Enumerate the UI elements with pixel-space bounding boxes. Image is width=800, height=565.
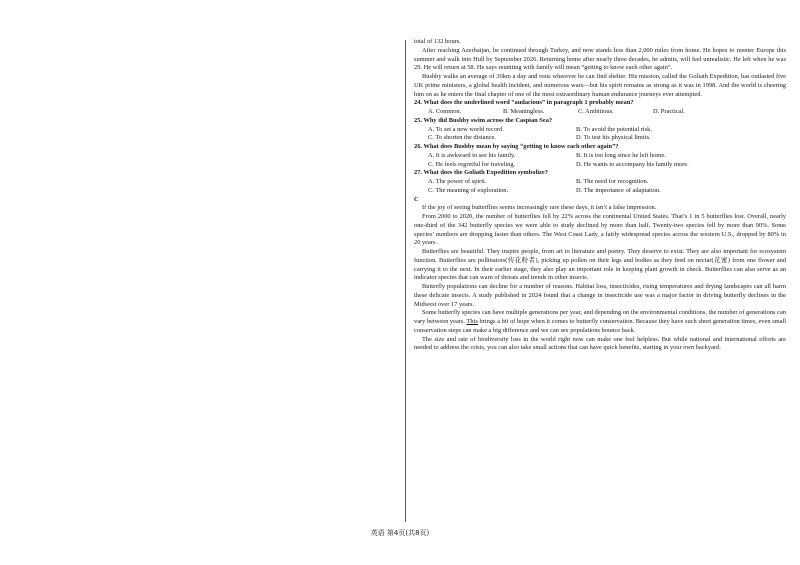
passage-c-paragraph: Butterfly populations can decline for a number of reasons. Habitat loss, insecticides, rising temperatures and drying landscapes can all harm these delicate insects. A study published in 2024 found that a change in insecticide use was a major factor in driving butterfly declines in the Midwest over 17 years. [414, 283, 786, 308]
question-24-stem: 24. What does the underlined word “audacious” in paragraph 1 probably mean? [414, 99, 634, 107]
paragraph-text: Some butterfly species can have multiple generations per year, and depending on the environmental conditions, the number of generations can vary between years. [414, 309, 786, 325]
option-a: A. The power of spirit. [428, 178, 487, 185]
paragraph-text: brings a bit of hope when it comes to butterfly conservation. Because they have such short generation times, even small conservation steps can make a big difference and we can see populations bounce back. [414, 318, 786, 334]
question-26-options [414, 152, 786, 170]
option-b: B. The need for recognition. [576, 178, 649, 185]
option-c: C. The meaning of exploration. [428, 186, 509, 194]
option-d: D. He wants to accompany his family more. [576, 160, 689, 168]
option-c: C. He feels regretful for traveling. [428, 160, 516, 168]
exam-page [414, 38, 786, 353]
passage-c-paragraph: The size and rate of biodiversity loss in the world right now can make one feel helpless. But while national and international efforts are needed to address the crisis, you can also take small actions that can have quick benefits, starting in your own backyard. [414, 335, 786, 352]
option-d: D. To test his physical limits. [576, 134, 651, 142]
passage-c-paragraph: Butterflies are beautiful. They inspire people, from art to literature and poetry. They deserve to exist. They are also important for ecosystem function. Butterflies are pollinators(传花粉者), picking up pollen on their legs and bodies as they feed on nectar(花蜜) from one flower and carrying it to the next. In their earlier stage, they also play an important role in keeping plant growth in check. Butterflies can also serve as an indicator species that can warn of threats and trends in other insects. [414, 248, 786, 282]
passage-c-paragraph: From 2000 to 2020, the number of butterflies fell by 22% across the continental United States. That’s 1 in 5 butterflies lost. Overall, nearly one-third of the 342 butterfly species we were able to study declined by more than half. Twenty-two species fell by more than 90%. Some species’ numbers are dropping faster than others. The West Coast Lady, a fairly widespread species across the western U.S., dropped by 80% in 20 years. [414, 213, 786, 247]
option-c: C. To shorten the distance. [428, 134, 496, 142]
passage-b-paragraph: Bushby walks an average of 30km a day and rests wherever he can find shelter. His mission, called the Goliath Expedition, has outlasted five UK prime ministers, a global health incident, and numerous wars—but his spirit remains as strong as it was in 1998. And the world is cheering him on as he enters the final chapter of one of the most extraordinary human endurance journeys ever attempted. [414, 73, 786, 98]
option-a: A. It is awkward to see his family. [428, 151, 516, 159]
option-b: B. To avoid the potential risk. [576, 125, 652, 133]
option-d: D. The importance of adaptation. [576, 186, 661, 194]
option-d: D. Practical. [653, 108, 685, 115]
passage-c-paragraph: If the joy of seeing butterflies seems increasingly rare these days, it isn’t a false impression. [422, 204, 657, 212]
option-a: A. To set a new world record. [428, 125, 504, 133]
passage-c-paragraph [414, 309, 786, 335]
passage-b-paragraph: total of 132 hours. [414, 38, 461, 45]
question-25-stem: 25. Why did Bushby swim across the Caspian Sea? [414, 116, 553, 124]
option-a: A. Common. [428, 108, 462, 115]
question-27-options [414, 178, 786, 196]
question-25-options [414, 126, 786, 144]
page-footer: 英语 第4页(共8页) [370, 529, 430, 537]
passage-b-paragraph: After reaching Azerbaijan, he continued through Turkey, and now stands less than 2,000 miles from home. He hopes to reenter Europe this summer and walk into Hull by September 2026. Returning home after nearly three decades, he admits, will feel unrealistic. He left when he was 29. He will return at 58. He says reuniting with family will mean “getting to know each other again”. [414, 46, 786, 72]
option-b: B. It is too long since he left home. [576, 151, 666, 159]
question-27-stem: 27. What does the Goliath Expedition symbolize? [414, 169, 548, 177]
question-26-stem: 26. What does Bushby mean by saying “getting to know each other again”? [414, 143, 619, 150]
option-b: B. Meaningless. [503, 108, 545, 115]
question-24-options [414, 108, 728, 117]
option-c: C. Ambitious. [578, 108, 614, 115]
underlined-word: This [466, 318, 478, 325]
left-margin-rule [405, 40, 406, 522]
section-c-label: C [414, 195, 419, 203]
